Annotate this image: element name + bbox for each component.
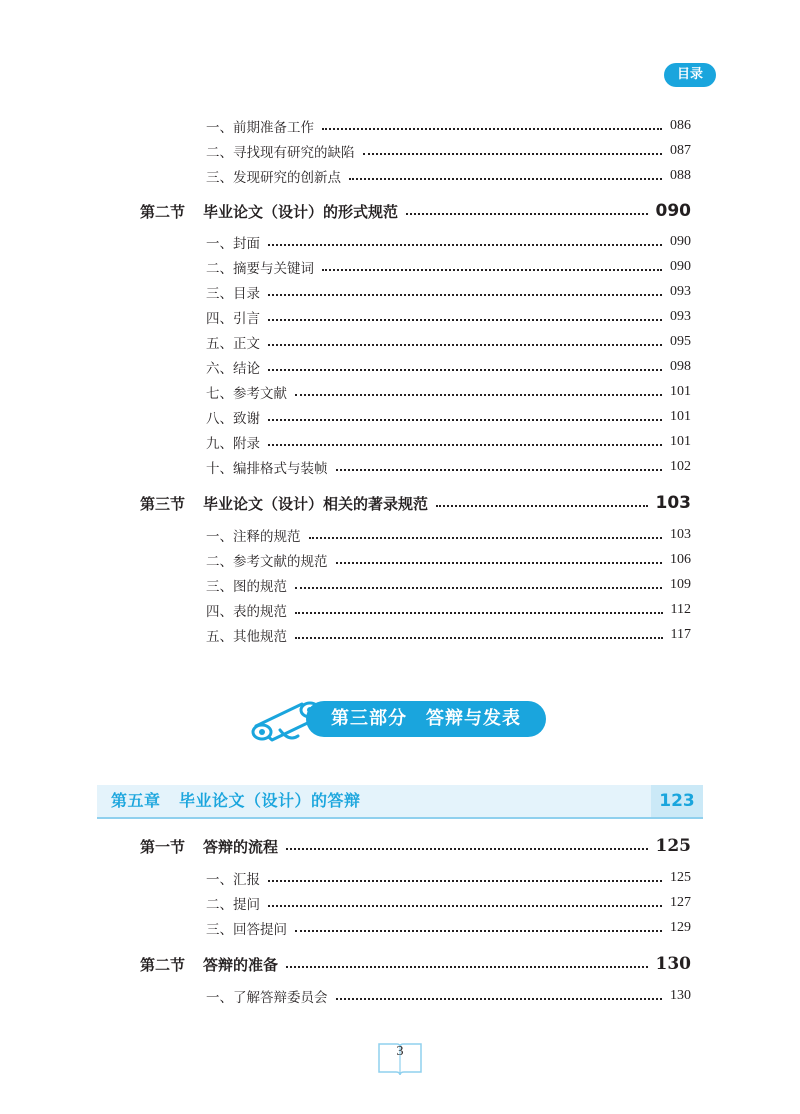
section-number: 第三节 bbox=[140, 494, 186, 513]
toc-item-page: 112 bbox=[670, 602, 691, 617]
dot-leader bbox=[268, 319, 662, 321]
dot-leader bbox=[268, 369, 662, 371]
toc-item[interactable] bbox=[206, 457, 691, 477]
toc-section-5-1[interactable] bbox=[140, 834, 691, 858]
toc-item[interactable] bbox=[206, 625, 691, 645]
toc-section-5-2[interactable] bbox=[140, 952, 691, 976]
dot-leader bbox=[349, 178, 662, 180]
dot-leader bbox=[268, 344, 662, 346]
toc-item-page: 090 bbox=[670, 234, 691, 249]
dot-leader bbox=[286, 966, 647, 968]
toc-section-2[interactable] bbox=[140, 199, 691, 223]
toc-item-label: 四、表的规范 bbox=[206, 604, 287, 620]
part-title: 第三部分 答辩与发表 bbox=[306, 701, 546, 737]
toc-item[interactable] bbox=[206, 432, 691, 452]
toc-section-3[interactable] bbox=[140, 491, 691, 515]
toc-item-label: 一、封面 bbox=[206, 236, 260, 252]
toc-item-label: 三、回答提问 bbox=[206, 922, 287, 938]
dot-leader bbox=[322, 269, 662, 271]
toc-item-page: 109 bbox=[670, 577, 691, 592]
toc-item-page: 095 bbox=[670, 334, 691, 349]
toc-item[interactable] bbox=[206, 407, 691, 427]
dot-leader bbox=[336, 562, 663, 564]
toc-item-page: 103 bbox=[670, 527, 691, 542]
toc-item[interactable] bbox=[206, 525, 691, 545]
dot-leader bbox=[406, 213, 647, 215]
toc-item-page: 117 bbox=[670, 627, 691, 642]
chapter-number: 第五章 bbox=[111, 791, 161, 810]
toc-item[interactable] bbox=[206, 382, 691, 402]
toc-item-page: 101 bbox=[670, 384, 691, 399]
dot-leader bbox=[268, 244, 662, 246]
toc-item-page: 106 bbox=[670, 552, 691, 567]
toc-item-label: 十、编排格式与装帧 bbox=[206, 461, 328, 477]
toc-item[interactable] bbox=[206, 918, 691, 938]
dot-leader bbox=[336, 469, 663, 471]
dot-leader bbox=[322, 128, 662, 130]
toc-item-label: 一、注释的规范 bbox=[206, 529, 301, 545]
page-footer bbox=[376, 1040, 424, 1078]
section-page: 090 bbox=[655, 201, 691, 221]
toc-item[interactable] bbox=[206, 257, 691, 277]
toc-item-label: 九、附录 bbox=[206, 436, 260, 452]
toc-item-label: 一、前期准备工作 bbox=[206, 120, 314, 136]
dot-leader bbox=[336, 998, 663, 1000]
toc-item-label: 三、发现研究的创新点 bbox=[206, 170, 341, 186]
toc-item-label: 一、汇报 bbox=[206, 872, 260, 888]
dot-leader bbox=[295, 930, 662, 932]
toc-item-page: 102 bbox=[670, 459, 691, 474]
dot-leader bbox=[295, 394, 662, 396]
toc-item[interactable] bbox=[206, 166, 691, 186]
section-page: 125 bbox=[655, 836, 691, 856]
toc-item[interactable] bbox=[206, 232, 691, 252]
section-number: 第二节 bbox=[140, 955, 186, 974]
toc-item-label: 六、结论 bbox=[206, 361, 260, 377]
dot-leader bbox=[309, 537, 663, 539]
toc-item-label: 五、其他规范 bbox=[206, 629, 287, 645]
dot-leader bbox=[295, 637, 663, 639]
chapter-page: 123 bbox=[651, 785, 703, 817]
chapter-5-heading[interactable] bbox=[97, 785, 703, 819]
dot-leader bbox=[268, 294, 662, 296]
dot-leader bbox=[268, 444, 662, 446]
section-title: 毕业论文（设计）的形式规范 bbox=[203, 202, 399, 221]
toc-item-page: 127 bbox=[670, 895, 691, 910]
toc-item[interactable] bbox=[206, 116, 691, 136]
toc-item-label: 二、摘要与关键词 bbox=[206, 261, 314, 277]
section-page: 130 bbox=[655, 954, 691, 974]
section-title: 毕业论文（设计）相关的著录规范 bbox=[203, 494, 429, 513]
toc-item[interactable] bbox=[206, 600, 691, 620]
dot-leader bbox=[436, 505, 647, 507]
toc-item-label: 五、正文 bbox=[206, 336, 260, 352]
toc-item-page: 129 bbox=[670, 920, 691, 935]
toc-item-label: 二、参考文献的规范 bbox=[206, 554, 328, 570]
toc-item[interactable] bbox=[206, 986, 691, 1006]
dot-leader bbox=[295, 612, 663, 614]
section-title: 答辩的流程 bbox=[203, 837, 279, 856]
toc-item[interactable] bbox=[206, 550, 691, 570]
toc-item-page: 098 bbox=[670, 359, 691, 374]
toc-item-label: 三、目录 bbox=[206, 286, 260, 302]
toc-item-page: 130 bbox=[670, 988, 691, 1003]
page-number: 3 bbox=[396, 1044, 404, 1059]
toc-item-label: 二、寻找现有研究的缺陷 bbox=[206, 145, 355, 161]
toc-item-page: 090 bbox=[670, 259, 691, 274]
toc-item-page: 086 bbox=[670, 118, 691, 133]
toc-item[interactable] bbox=[206, 868, 691, 888]
toc-item[interactable] bbox=[206, 332, 691, 352]
section-title: 答辩的准备 bbox=[203, 955, 279, 974]
toc-item-label: 二、提问 bbox=[206, 897, 260, 913]
toc-item-page: 101 bbox=[670, 434, 691, 449]
section-page: 103 bbox=[655, 493, 691, 513]
toc-item-label: 八、致谢 bbox=[206, 411, 260, 427]
dot-leader bbox=[295, 587, 662, 589]
toc-item-label: 三、图的规范 bbox=[206, 579, 287, 595]
toc-item[interactable] bbox=[206, 141, 691, 161]
toc-item[interactable] bbox=[206, 307, 691, 327]
chapter-title: 毕业论文（设计）的答辩 bbox=[179, 791, 361, 810]
toc-item-label: 四、引言 bbox=[206, 311, 260, 327]
toc-item-page: 125 bbox=[670, 870, 691, 885]
dot-leader bbox=[268, 880, 662, 882]
toc-item[interactable] bbox=[206, 282, 691, 302]
toc-item-page: 087 bbox=[670, 143, 691, 158]
dot-leader bbox=[268, 905, 662, 907]
dot-leader bbox=[363, 153, 663, 155]
part-banner bbox=[246, 696, 556, 746]
toc-item-page: 093 bbox=[670, 309, 691, 324]
dot-leader bbox=[268, 419, 662, 421]
toc-item-label: 一、了解答辩委员会 bbox=[206, 990, 328, 1006]
toc-item-page: 088 bbox=[670, 168, 691, 183]
toc-item[interactable] bbox=[206, 893, 691, 913]
dot-leader bbox=[286, 848, 647, 850]
toc-item[interactable] bbox=[206, 357, 691, 377]
section-number: 第二节 bbox=[140, 202, 186, 221]
section-badge-contents: 目录 bbox=[664, 63, 716, 87]
toc-item-label: 七、参考文献 bbox=[206, 386, 287, 402]
toc-item-page: 101 bbox=[670, 409, 691, 424]
toc-item[interactable] bbox=[206, 575, 691, 595]
section-number: 第一节 bbox=[140, 837, 186, 856]
toc-item-page: 093 bbox=[670, 284, 691, 299]
